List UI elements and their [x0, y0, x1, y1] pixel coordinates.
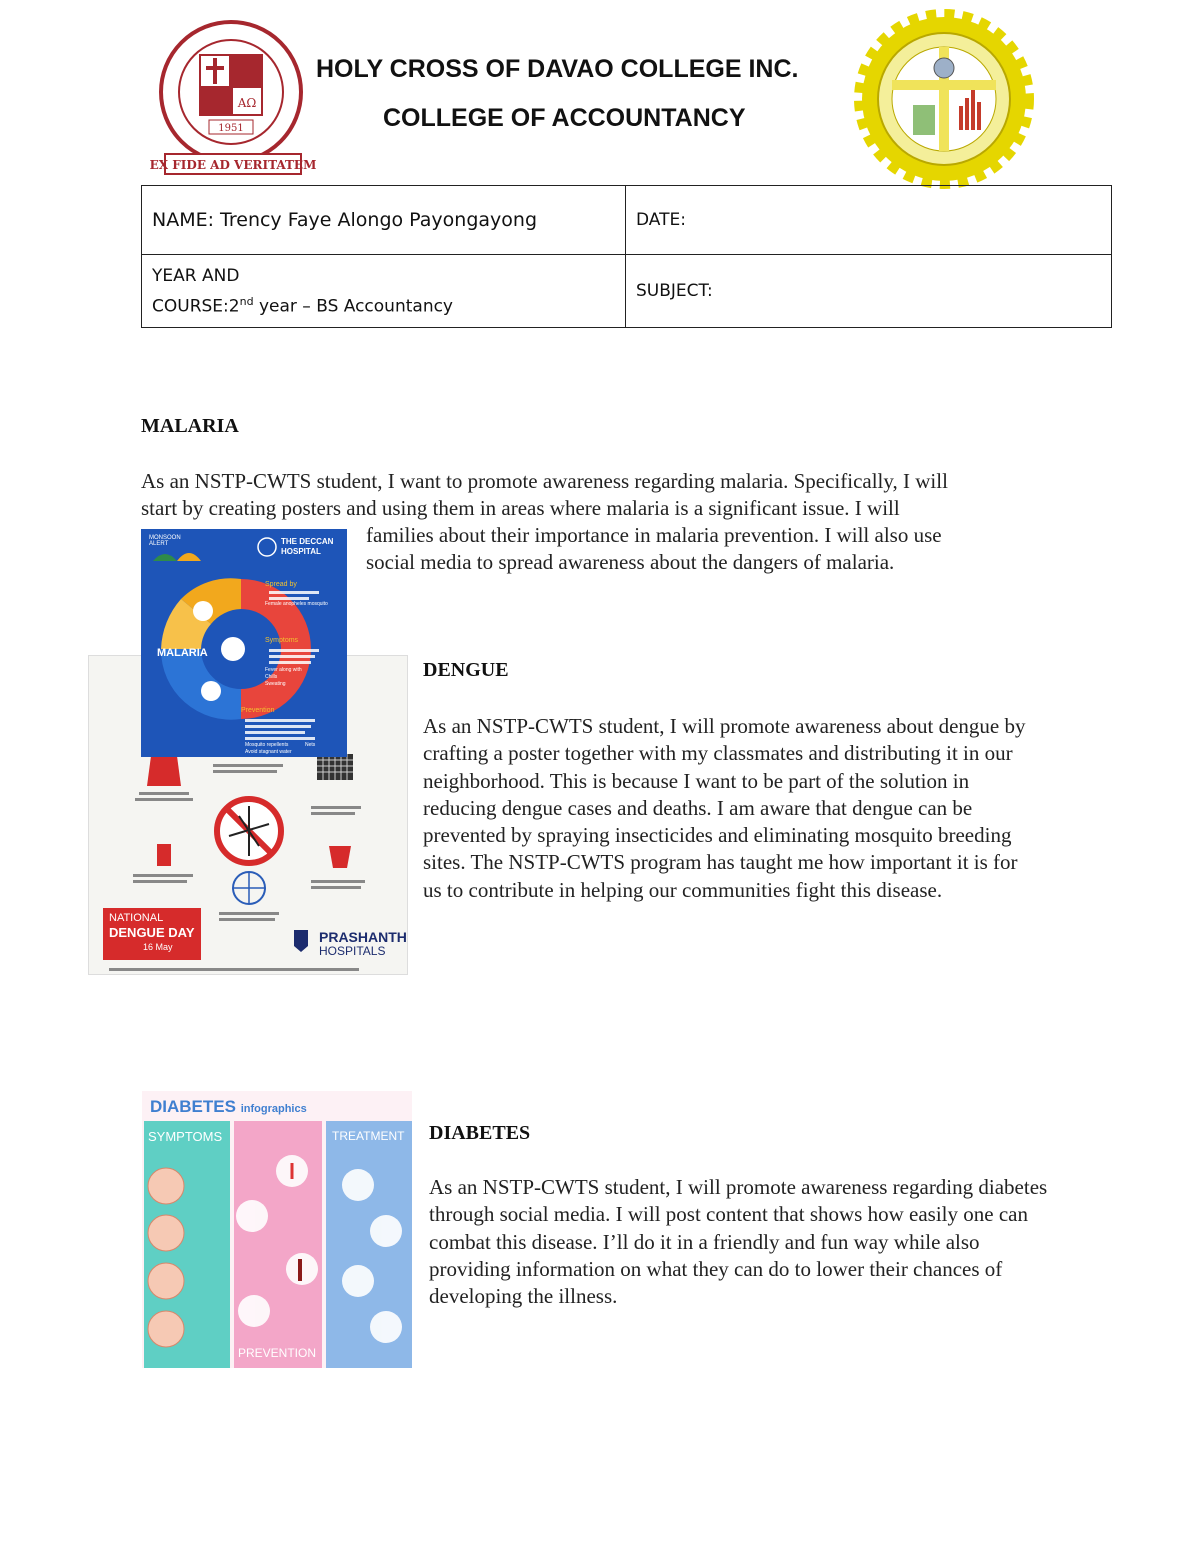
- seal-year: 1951: [218, 123, 244, 134]
- dengue-hospital-sub: HOSPITALS: [319, 944, 386, 958]
- malaria-poster-prevention: Prevention: [241, 707, 275, 714]
- date-label: DATE:: [636, 210, 686, 230]
- college-title: COLLEGE OF ACCOUNTANCY: [383, 104, 746, 132]
- malaria-poster-prevention-2: Nets: [305, 742, 316, 748]
- diabetes-poster-treatment: TREATMENT: [332, 1129, 405, 1143]
- institution-title: HOLY CROSS OF DAVAO COLLEGE INC.: [316, 55, 799, 83]
- malaria-poster-title: MALARIA: [157, 647, 208, 659]
- dengue-national-label: NATIONAL: [109, 912, 164, 924]
- dengue-day-label: DENGUE DAY: [109, 925, 195, 940]
- holy-cross-seal: [149, 20, 317, 180]
- malaria-poster-symptom-2: Chills: [265, 674, 278, 680]
- dengue-hospital-name: PRASHANTH: [319, 929, 407, 945]
- malaria-line-4: social media to spread awareness about the dangers of malaria.: [366, 550, 895, 574]
- malaria-poster-spread-item: Female anopheles mosquito: [265, 601, 328, 607]
- diabetes-body: As an NSTP-CWTS student, I will promote awareness regarding diabetes through social media. I will post content that shows how easily one can combat this disease. I’ll do it in a friendly and fun way while also providing information on what they can do to lower their chances of developing the illness.: [429, 1175, 1048, 1309]
- malaria-line-2: start by creating posters and using them in areas where malaria is a significant issue. I will: [141, 496, 900, 520]
- malaria-poster-hospital: THE DECCAN HOSPITAL: [281, 537, 334, 556]
- malaria-line-1: As an NSTP-CWTS student, I want to promote awareness regarding malaria. Specifically, I will: [141, 469, 948, 493]
- year-label: YEAR AND: [152, 265, 240, 286]
- dengue-heading: DENGUE: [423, 659, 509, 681]
- malaria-poster-symptoms: Symptoms: [265, 637, 299, 644]
- malaria-poster: [141, 529, 347, 757]
- dengue-date-label: 16 May: [143, 942, 173, 952]
- malaria-poster-symptom-3: Sweating: [265, 681, 286, 687]
- accountancy-seal: [855, 10, 1033, 188]
- malaria-heading: MALARIA: [141, 415, 239, 437]
- dengue-body: As an NSTP-CWTS student, I will promote awareness about dengue by crafting a poster together with my classmates and distributing it in our neighborhood. This is because I want to be part of the solution in reducing dengue cases and deaths. I am aware that dengue can be prevented by spraying insecticides and eliminating mosquito breeding sites. The NSTP-CWTS program has taught me how important it is for us to contribute in helping our communities fight this disease.: [423, 714, 1026, 902]
- diabetes-poster-symptoms: SYMPTOMS: [148, 1129, 223, 1144]
- name-cell: [142, 186, 626, 255]
- diabetes-poster: [142, 1091, 412, 1368]
- svg-text:AΩ: AΩ: [237, 96, 257, 110]
- diabetes-poster-title: DIABETES infographics: [150, 1097, 307, 1116]
- malaria-poster-monsoon: MONSOON ALERT: [149, 535, 181, 547]
- student-name: NAME: Trency Faye Alongo Payongayong: [152, 209, 538, 231]
- malaria-poster-prevention-1: Mosquito repellents: [245, 742, 289, 748]
- subject-cell: [626, 255, 1112, 328]
- course-label: COURSE:2nd year – BS Accountancy: [152, 294, 453, 317]
- diabetes-poster-prevention: PREVENTION: [238, 1346, 317, 1360]
- malaria-poster-spread: Spread by: [265, 581, 297, 588]
- course-cell: [142, 255, 626, 328]
- subject-label: SUBJECT:: [636, 281, 713, 301]
- student-info-table: [141, 185, 1112, 328]
- malaria-poster-symptom-1: Fever along with: [265, 667, 302, 673]
- date-cell: [626, 186, 1112, 255]
- diabetes-heading: DIABETES: [429, 1122, 531, 1144]
- malaria-line-3: families about their importance in malaria prevention. I will also use: [366, 523, 942, 547]
- malaria-poster-prevention-3: Avoid stagnant water: [245, 749, 292, 755]
- seal-motto: EX FIDE AD VERITATEM: [149, 158, 317, 172]
